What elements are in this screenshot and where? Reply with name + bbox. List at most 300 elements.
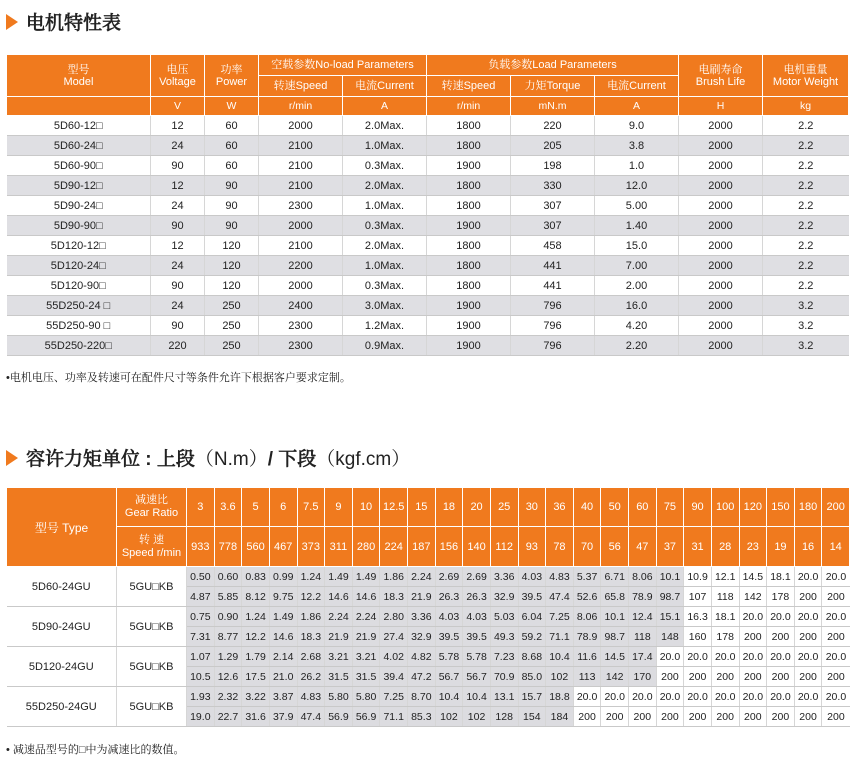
model-cell: 5D90-24□: [7, 196, 151, 216]
gear-ratio-cell: 7.5: [297, 488, 325, 527]
torque-value-cell: 20.0: [767, 647, 795, 667]
spec-cell: 2000: [679, 176, 763, 196]
spec-cell: 2300: [259, 196, 343, 216]
torque-value-cell: 1.49: [269, 607, 297, 627]
torque-value-cell: 65.8: [601, 587, 629, 607]
spec-cell: 2100: [259, 236, 343, 256]
torque-value-cell: 8.77: [214, 627, 242, 647]
spec-cell: 2400: [259, 296, 343, 316]
torque-value-cell: 10.4: [435, 687, 463, 707]
spec-cell: 90: [205, 176, 259, 196]
spec-cell: 5.00: [595, 196, 679, 216]
spec-row: [7, 336, 849, 356]
torque-value-cell: 8.70: [408, 687, 436, 707]
spec-cell: 2000: [679, 196, 763, 216]
spec-cell: 1800: [427, 116, 511, 136]
gear-ratio-cell: 30: [518, 488, 546, 527]
torque-value-cell: 4.03: [463, 607, 491, 627]
spec-cell: 2.0Max.: [343, 176, 427, 196]
torque-value-cell: 20.0: [684, 687, 712, 707]
torque-value-cell: 5.78: [463, 647, 491, 667]
spec-cell: 12: [151, 116, 205, 136]
spec-cell: 2000: [259, 216, 343, 236]
speed-cell: 37: [656, 527, 684, 567]
model-cell: 5D60-12□: [7, 116, 151, 136]
speed-cell: 311: [325, 527, 353, 567]
gear-ratio-cell: 15: [408, 488, 436, 527]
speed-cell: 16: [794, 527, 822, 567]
voltage-header: 电压 Voltage: [151, 55, 205, 97]
gear-ratio-cell: 5: [242, 488, 270, 527]
torque-value-cell: 170: [629, 667, 657, 687]
header-row-1: [7, 55, 849, 76]
spec-cell: 24: [151, 256, 205, 276]
torque-value-cell: 31.5: [352, 667, 380, 687]
spec-cell: 2.2: [763, 176, 849, 196]
spec-cell: 12: [151, 236, 205, 256]
type-header: 型号 Type: [7, 488, 117, 567]
speed-cell: 373: [297, 527, 325, 567]
speed-cell: 56: [601, 527, 629, 567]
spec-cell: 2000: [679, 116, 763, 136]
spec-cell: 2000: [679, 336, 763, 356]
torque-value-cell: 7.23: [490, 647, 518, 667]
units-row: [7, 97, 849, 116]
torque-value-cell: 70.9: [490, 667, 518, 687]
torque-value-cell: 85.0: [518, 667, 546, 687]
spec-cell: 2100: [259, 156, 343, 176]
gear-ratio-cell: 36: [546, 488, 574, 527]
torque-value-cell: 18.3: [380, 587, 408, 607]
torque-value-cell: 15.7: [518, 687, 546, 707]
spec-cell: 15.0: [595, 236, 679, 256]
spec-cell: 3.8: [595, 136, 679, 156]
torque-value-cell: 10.9: [684, 567, 712, 587]
speed-cell: 933: [187, 527, 215, 567]
spec-cell: 2.2: [763, 276, 849, 296]
torque-value-cell: 148: [656, 627, 684, 647]
spec-cell: 2000: [679, 216, 763, 236]
torque-value-cell: 4.83: [546, 567, 574, 587]
gear-ratio-cell: 40: [573, 488, 601, 527]
gearhead-cell: 5GU□KB: [117, 607, 187, 647]
torque-value-cell: 102: [463, 707, 491, 727]
torque-value-cell: 3.22: [242, 687, 270, 707]
torque-value-cell: 20.0: [794, 647, 822, 667]
torque-value-cell: 2.69: [435, 567, 463, 587]
torque-value-cell: 200: [794, 707, 822, 727]
gearhead-cell: 5GU□KB: [117, 567, 187, 607]
torque-value-cell: 22.7: [214, 707, 242, 727]
spec-cell: 2.2: [763, 116, 849, 136]
load-speed-header: 转速Speed: [427, 76, 511, 97]
spec-cell: 3.0Max.: [343, 296, 427, 316]
model-cell: 5D90-12□: [7, 176, 151, 196]
torque-value-cell: 2.80: [380, 607, 408, 627]
torque-value-cell: 9.75: [269, 587, 297, 607]
torque-value-cell: 142: [739, 587, 767, 607]
gear-ratio-cell: 12.5: [380, 488, 408, 527]
torque-value-cell: 200: [684, 707, 712, 727]
torque-value-cell: 200: [822, 707, 850, 727]
model-header: 型号 Model: [7, 55, 151, 97]
torque-value-cell: 4.83: [297, 687, 325, 707]
spec-row: [7, 236, 849, 256]
spec-cell: 2300: [259, 336, 343, 356]
torque-value-cell: 1.24: [297, 567, 325, 587]
torque-value-cell: 10.4: [546, 647, 574, 667]
torque-value-cell: 21.0: [269, 667, 297, 687]
speed-cell: 19: [767, 527, 795, 567]
torque-value-cell: 20.0: [794, 567, 822, 587]
torque-value-cell: 59.2: [518, 627, 546, 647]
torque-value-cell: 1.24: [242, 607, 270, 627]
torque-value-cell: 5.85: [214, 587, 242, 607]
section2-title-part: / 下段: [267, 449, 317, 470]
model-cell: 5D120-12□: [7, 236, 151, 256]
spec-cell: 9.0: [595, 116, 679, 136]
torque-value-cell: 4.03: [435, 607, 463, 627]
spec-cell: 2000: [679, 136, 763, 156]
torque-value-cell: 200: [656, 667, 684, 687]
torque-value-cell: 178: [711, 627, 739, 647]
spec-cell: 12.0: [595, 176, 679, 196]
speed-cell: 280: [352, 527, 380, 567]
torque-value-cell: 7.25: [546, 607, 574, 627]
model-cell: 5D120-90□: [7, 276, 151, 296]
spec-cell: 90: [151, 156, 205, 176]
gear-ratio-header: 减速比 Gear Ratio: [117, 488, 187, 527]
torque-value-cell: 20.0: [601, 687, 629, 707]
torque-value-cell: 3.87: [269, 687, 297, 707]
speed-cell: 14: [822, 527, 850, 567]
torque-value-cell: 20.0: [656, 687, 684, 707]
torque-value-cell: 200: [822, 627, 850, 647]
torque-value-cell: 102: [546, 667, 574, 687]
torque-value-cell: 200: [684, 667, 712, 687]
torque-value-cell: 200: [822, 587, 850, 607]
section1-title: [6, 8, 121, 35]
spec-cell: 60: [205, 156, 259, 176]
torque-value-cell: 20.0: [822, 567, 850, 587]
torque-row-nm: [7, 647, 850, 667]
spec-cell: 1900: [427, 336, 511, 356]
torque-value-cell: 2.32: [214, 687, 242, 707]
torque-value-cell: 85.3: [408, 707, 436, 727]
torque-value-cell: 10.1: [601, 607, 629, 627]
model-cell: 5D120-24□: [7, 256, 151, 276]
noload-speed-header: 转速Speed: [259, 76, 343, 97]
gear-ratio-cell: 25: [490, 488, 518, 527]
torque-value-cell: 18.1: [711, 607, 739, 627]
gear-ratio-cell: 180: [794, 488, 822, 527]
spec-row: [7, 136, 849, 156]
spec-cell: 16.0: [595, 296, 679, 316]
spec-cell: 441: [511, 276, 595, 296]
torque-value-cell: 5.80: [325, 687, 353, 707]
gear-ratio-cell: 3: [187, 488, 215, 527]
torque-value-cell: 5.03: [490, 607, 518, 627]
torque-value-cell: 14.6: [325, 587, 353, 607]
spec-cell: 0.3Max.: [343, 216, 427, 236]
torque-value-cell: 5.80: [352, 687, 380, 707]
spec-cell: 2.2: [763, 136, 849, 156]
spec-cell: 2000: [259, 116, 343, 136]
spec-cell: 1800: [427, 256, 511, 276]
spec-cell: 120: [205, 276, 259, 296]
spec-cell: 1.0: [595, 156, 679, 176]
unit-cell: kg: [763, 97, 849, 116]
spec-cell: 1900: [427, 216, 511, 236]
spec-cell: 2.2: [763, 236, 849, 256]
torque-value-cell: 32.9: [408, 627, 436, 647]
torque-value-cell: 5.78: [435, 647, 463, 667]
unit-cell: A: [343, 97, 427, 116]
torque-value-cell: 98.7: [601, 627, 629, 647]
section2-title-part: 容许力矩单位 : 上段: [26, 449, 195, 470]
spec-cell: 250: [205, 336, 259, 356]
speed-cell: 140: [463, 527, 491, 567]
torque-value-cell: 56.7: [463, 667, 491, 687]
torque-value-cell: 20.0: [739, 687, 767, 707]
unit-cell: H: [679, 97, 763, 116]
torque-value-cell: 26.3: [463, 587, 491, 607]
spec-row: [7, 176, 849, 196]
gearhead-cell: 5GU□KB: [117, 687, 187, 727]
spec-cell: 12: [151, 176, 205, 196]
torque-value-cell: 56.9: [352, 707, 380, 727]
spec-cell: 2000: [679, 296, 763, 316]
torque-value-cell: 0.90: [214, 607, 242, 627]
brush-life-header: 电刷寿命 Brush Life: [679, 55, 763, 97]
spec-cell: 0.3Max.: [343, 156, 427, 176]
gear-ratio-cell: 6: [269, 488, 297, 527]
spec-cell: 90: [205, 196, 259, 216]
type-cell: 5D120-24GU: [7, 647, 117, 687]
torque-value-cell: 1.07: [187, 647, 215, 667]
torque-value-cell: 10.5: [187, 667, 215, 687]
spec-cell: 1800: [427, 236, 511, 256]
speed-row: [7, 527, 850, 567]
torque-value-cell: 200: [794, 627, 822, 647]
spec-row: [7, 276, 849, 296]
spec-row: [7, 196, 849, 216]
unit-cell-blank: [7, 97, 151, 116]
torque-value-cell: 78.9: [629, 587, 657, 607]
torque-value-cell: 200: [767, 627, 795, 647]
torque-value-cell: 8.06: [573, 607, 601, 627]
spec-cell: 2000: [679, 276, 763, 296]
spec-row: [7, 156, 849, 176]
torque-value-cell: 7.25: [380, 687, 408, 707]
torque-value-cell: 47.2: [408, 667, 436, 687]
torque-row-nm: [7, 607, 850, 627]
gear-ratio-cell: 75: [656, 488, 684, 527]
section1-title-text: 电机特性表: [26, 13, 122, 34]
triangle-icon: [6, 14, 18, 30]
spec-cell: 458: [511, 236, 595, 256]
speed-cell: 560: [242, 527, 270, 567]
speed-cell: 23: [739, 527, 767, 567]
torque-value-cell: 21.9: [408, 587, 436, 607]
spec-cell: 2000: [679, 236, 763, 256]
torque-value-cell: 4.82: [408, 647, 436, 667]
torque-value-cell: 3.36: [490, 567, 518, 587]
spec-row: [7, 256, 849, 276]
spec-cell: 307: [511, 216, 595, 236]
spec-cell: 4.20: [595, 316, 679, 336]
type-cell: 55D250-24GU: [7, 687, 117, 727]
torque-value-cell: 113: [573, 667, 601, 687]
torque-value-cell: 2.14: [269, 647, 297, 667]
torque-value-cell: 0.83: [242, 567, 270, 587]
spec-cell: 2.00: [595, 276, 679, 296]
torque-value-cell: 200: [739, 667, 767, 687]
torque-value-cell: 4.87: [187, 587, 215, 607]
torque-value-cell: 20.0: [739, 647, 767, 667]
torque-value-cell: 49.3: [490, 627, 518, 647]
spec-cell: 220: [511, 116, 595, 136]
speed-cell: 467: [269, 527, 297, 567]
speed-cell: 78: [546, 527, 574, 567]
spec-row: [7, 316, 849, 336]
torque-value-cell: 20.0: [794, 607, 822, 627]
noload-current-header: 电流Current: [343, 76, 427, 97]
torque-value-cell: 14.6: [269, 627, 297, 647]
torque-value-cell: 3.21: [352, 647, 380, 667]
torque-value-cell: 52.6: [573, 587, 601, 607]
spec-cell: 1900: [427, 296, 511, 316]
torque-value-cell: 31.5: [325, 667, 353, 687]
gear-ratio-cell: 200: [822, 488, 850, 527]
type-cell: 5D90-24GU: [7, 607, 117, 647]
gear-ratio-cell: 60: [629, 488, 657, 527]
type-cell: 5D60-24GU: [7, 567, 117, 607]
torque-value-cell: 4.03: [518, 567, 546, 587]
torque-value-cell: 200: [767, 707, 795, 727]
torque-value-cell: 26.3: [435, 587, 463, 607]
spec-cell: 0.9Max.: [343, 336, 427, 356]
torque-value-cell: 200: [739, 707, 767, 727]
section2-title-part: （N.m）: [194, 449, 268, 470]
torque-value-cell: 1.29: [214, 647, 242, 667]
torque-value-cell: 19.0: [187, 707, 215, 727]
spec-cell: 2000: [679, 256, 763, 276]
torque-value-cell: 102: [435, 707, 463, 727]
spec-cell: 1800: [427, 196, 511, 216]
gear-ratio-cell: 9: [325, 488, 353, 527]
spec-cell: 796: [511, 316, 595, 336]
torque-value-cell: 13.1: [490, 687, 518, 707]
speed-cell: 156: [435, 527, 463, 567]
torque-value-cell: 78.9: [573, 627, 601, 647]
torque-value-cell: 128: [490, 707, 518, 727]
spec-cell: 120: [205, 236, 259, 256]
torque-value-cell: 6.04: [518, 607, 546, 627]
spec-cell: 1800: [427, 176, 511, 196]
torque-value-cell: 16.3: [684, 607, 712, 627]
gear-ratio-row: [7, 488, 850, 527]
spec-cell: 3.2: [763, 296, 849, 316]
torque-value-cell: 2.24: [352, 607, 380, 627]
torque-value-cell: 200: [711, 667, 739, 687]
gear-ratio-cell: 120: [739, 488, 767, 527]
torque-value-cell: 8.06: [629, 567, 657, 587]
torque-value-cell: 18.3: [297, 627, 325, 647]
spec-cell: 2.2: [763, 256, 849, 276]
spec-cell: 1.0Max.: [343, 196, 427, 216]
spec-row: [7, 296, 849, 316]
unit-cell: W: [205, 97, 259, 116]
spec-cell: 441: [511, 256, 595, 276]
spec-cell: 2100: [259, 176, 343, 196]
spec-cell: 796: [511, 296, 595, 316]
torque-value-cell: 17.4: [629, 647, 657, 667]
torque-value-cell: 26.2: [297, 667, 325, 687]
speed-cell: 93: [518, 527, 546, 567]
spec-cell: 90: [151, 276, 205, 296]
section2-title: [6, 444, 410, 471]
torque-value-cell: 31.6: [242, 707, 270, 727]
torque-value-cell: 14.5: [601, 647, 629, 667]
torque-value-cell: 4.02: [380, 647, 408, 667]
motor-specs-table: [6, 54, 849, 356]
torque-value-cell: 14.5: [739, 567, 767, 587]
torque-value-cell: 0.75: [187, 607, 215, 627]
spec-cell: 3.2: [763, 316, 849, 336]
spec-cell: 1.2Max.: [343, 316, 427, 336]
torque-value-cell: 8.68: [518, 647, 546, 667]
speed-header: 转 速 Speed r/min: [117, 527, 187, 567]
torque-value-cell: 0.99: [269, 567, 297, 587]
torque-value-cell: 56.7: [435, 667, 463, 687]
torque-value-cell: 200: [794, 587, 822, 607]
spec-cell: 2.2: [763, 156, 849, 176]
spec-cell: 0.3Max.: [343, 276, 427, 296]
torque-value-cell: 200: [573, 707, 601, 727]
triangle-icon: [6, 450, 18, 466]
torque-value-cell: 200: [601, 707, 629, 727]
spec-cell: 250: [205, 296, 259, 316]
torque-value-cell: 20.0: [767, 687, 795, 707]
model-cell: 5D60-24□: [7, 136, 151, 156]
unit-cell: r/min: [259, 97, 343, 116]
torque-value-cell: 27.4: [380, 627, 408, 647]
torque-value-cell: 47.4: [546, 587, 574, 607]
torque-value-cell: 160: [684, 627, 712, 647]
torque-value-cell: 142: [601, 667, 629, 687]
torque-value-cell: 39.4: [380, 667, 408, 687]
torque-value-cell: 200: [629, 707, 657, 727]
torque-value-cell: 47.4: [297, 707, 325, 727]
section1-note: •电机电压、功率及转速可在配件尺寸等条件允许下根据客户要求定制。: [6, 372, 351, 384]
spec-cell: 250: [205, 316, 259, 336]
spec-cell: 24: [151, 136, 205, 156]
torque-value-cell: 154: [518, 707, 546, 727]
torque-value-cell: 39.5: [518, 587, 546, 607]
torque-value-cell: 20.0: [822, 647, 850, 667]
torque-value-cell: 12.6: [214, 667, 242, 687]
torque-value-cell: 20.0: [573, 687, 601, 707]
speed-cell: 28: [711, 527, 739, 567]
load-current-header: 电流Current: [595, 76, 679, 97]
spec-cell: 1800: [427, 136, 511, 156]
spec-cell: 24: [151, 196, 205, 216]
spec-cell: 2.2: [763, 216, 849, 236]
unit-cell: mN.m: [511, 97, 595, 116]
load-header: 负载参数Load Parameters: [427, 55, 679, 76]
spec-cell: 24: [151, 296, 205, 316]
